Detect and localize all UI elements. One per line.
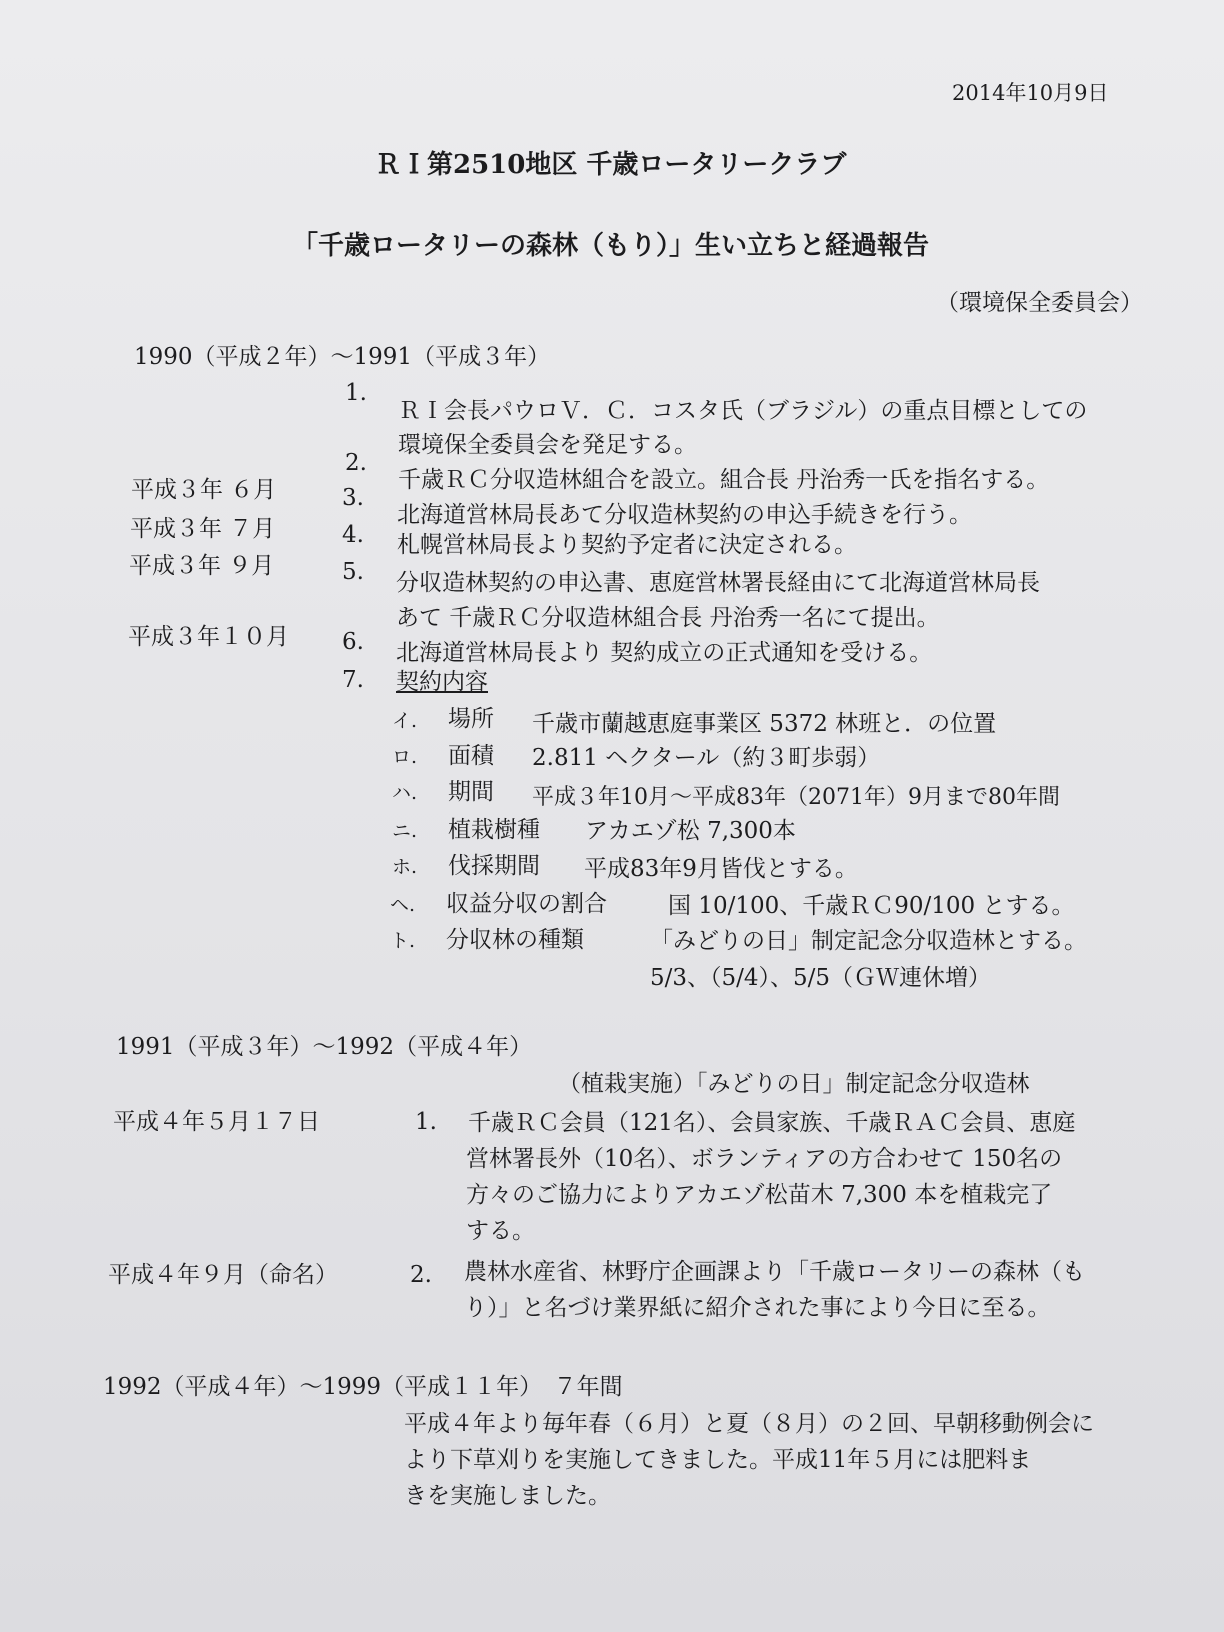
item-text: 千歳ＲＣ会員（121名）、会員家族、千歳ＲＡＣ会員、恵庭 [468, 1110, 1076, 1136]
item-num: 2. [410, 1262, 432, 1288]
contract-value: 「みどりの日」制定記念分収造林とする。 [650, 928, 1087, 954]
contract-value: 平成83年9月皆伐とする。 [584, 856, 858, 882]
contract-extra: 5/3、（5/4）、5/5（ＧＷ連休増） [650, 965, 992, 991]
contract-value: 国 10/100、千歳ＲＣ90/100 とする。 [668, 893, 1075, 919]
contract-mark: ト. [390, 930, 416, 952]
item-text: 方々のご協力によりアカエゾ松苗木 7,300 本を植栽完了 [466, 1182, 1053, 1208]
document-subtitle: 「千歳ロータリーの森林（もり）」生い立ちと経過報告 [292, 231, 930, 261]
item-date: 平成３年 ７月 [130, 516, 276, 542]
item-text: 営林署長外（10名）、ボランティアの方合わせて 150名の [466, 1146, 1063, 1172]
item-text: り）」と名づけ業界紙に紹介された事により今日に至る。 [464, 1295, 1051, 1321]
contract-label: 場所 [448, 706, 494, 732]
item-num: 3. [342, 485, 364, 511]
contract-label: 植栽樹種 [448, 817, 540, 843]
contract-mark: ヘ. [390, 894, 416, 916]
contract-mark: ホ. [392, 856, 418, 878]
committee-name: （環境保全委員会） [936, 290, 1143, 316]
item-text: 北海道営林局長より 契約成立の正式通知を受ける。 [396, 640, 933, 666]
section3-period: 1992（平成４年）～1999（平成１１年） ７年間 [103, 1374, 623, 1400]
item-date: 平成３年 ６月 [131, 477, 277, 503]
item-text: 千歳ＲＣ分収造林組合を設立。組合長 丹治秀一氏を指名する。 [398, 467, 1050, 493]
item-num: 1. [415, 1109, 437, 1135]
item-text: ＲＩ会長パウロＶ．Ｃ．コスタ氏（ブラジル）の重点目標としての [398, 398, 1088, 424]
item-text: あて 千歳ＲＣ分収造林組合長 丹治秀一名にて提出。 [396, 605, 940, 631]
document-date: 2014年10月9日 [952, 81, 1109, 105]
contract-label: 分収林の種類 [446, 927, 584, 953]
item-num: 2. [345, 450, 367, 476]
item-text: する。 [466, 1218, 535, 1244]
contract-value: アカエゾ松 7,300本 [585, 818, 796, 844]
section3-text: 平成４年より毎年春（６月）と夏（８月）の２回、早朝移動例会に [404, 1411, 1094, 1437]
section2-subtitle: （植栽実施）「みどりの日」制定記念分収造林 [558, 1071, 1030, 1097]
contract-mark: イ. [392, 710, 418, 732]
section2-period: 1991（平成３年）～1992（平成４年） [116, 1034, 533, 1060]
item-date: 平成４年５月１７日 [113, 1109, 320, 1135]
item-text: 分収造林契約の申込書、恵庭営林署長経由にて北海道営林局長 [396, 570, 1040, 596]
contract-label: 期間 [448, 779, 494, 805]
item-date: 平成３年１０月 [128, 624, 289, 650]
contract-heading: 契約内容 [396, 669, 488, 695]
item-text: 環境保全委員会を発足する。 [398, 432, 697, 458]
contract-label: 面積 [448, 743, 494, 769]
contract-mark: ハ. [392, 782, 418, 804]
contract-mark: ニ. [392, 820, 418, 842]
item-date: 平成４年９月（命名） [108, 1262, 338, 1288]
item-text: 農林水産省、林野庁企画課より「千歳ロータリーの森林（も [464, 1259, 1085, 1285]
contract-value: 平成３年10月～平成83年（2071年）9月まで80年間 [532, 785, 1060, 810]
section3-text: より下草刈りを実施してきました。平成11年５月には肥料ま [404, 1447, 1032, 1473]
item-text: 北海道営林局長あて分収造林契約の申込手続きを行う。 [397, 502, 972, 528]
section1-period: 1990（平成２年）～1991（平成３年） [134, 344, 551, 370]
item-num: 7. [342, 667, 364, 693]
contract-label: 伐採期間 [448, 853, 540, 879]
item-num: 6. [342, 629, 364, 655]
item-text: 札幌営林局長より契約予定者に決定される。 [397, 532, 857, 558]
contract-mark: ロ. [392, 746, 418, 768]
document-title: ＲＩ第2510地区 千歳ロータリークラブ [375, 150, 847, 180]
contract-value: 2.811 ヘクタール（約３町歩弱） [532, 745, 881, 771]
section3-text: きを実施しました。 [404, 1483, 611, 1509]
item-num: 4. [342, 522, 364, 548]
contract-label: 収益分収の割合 [446, 891, 607, 917]
contract-value: 千歳市蘭越恵庭事業区 5372 林班と．の位置 [532, 711, 997, 737]
item-num: 5. [342, 559, 364, 585]
item-date: 平成３年 ９月 [129, 553, 275, 579]
item-num: 1. [345, 380, 367, 406]
